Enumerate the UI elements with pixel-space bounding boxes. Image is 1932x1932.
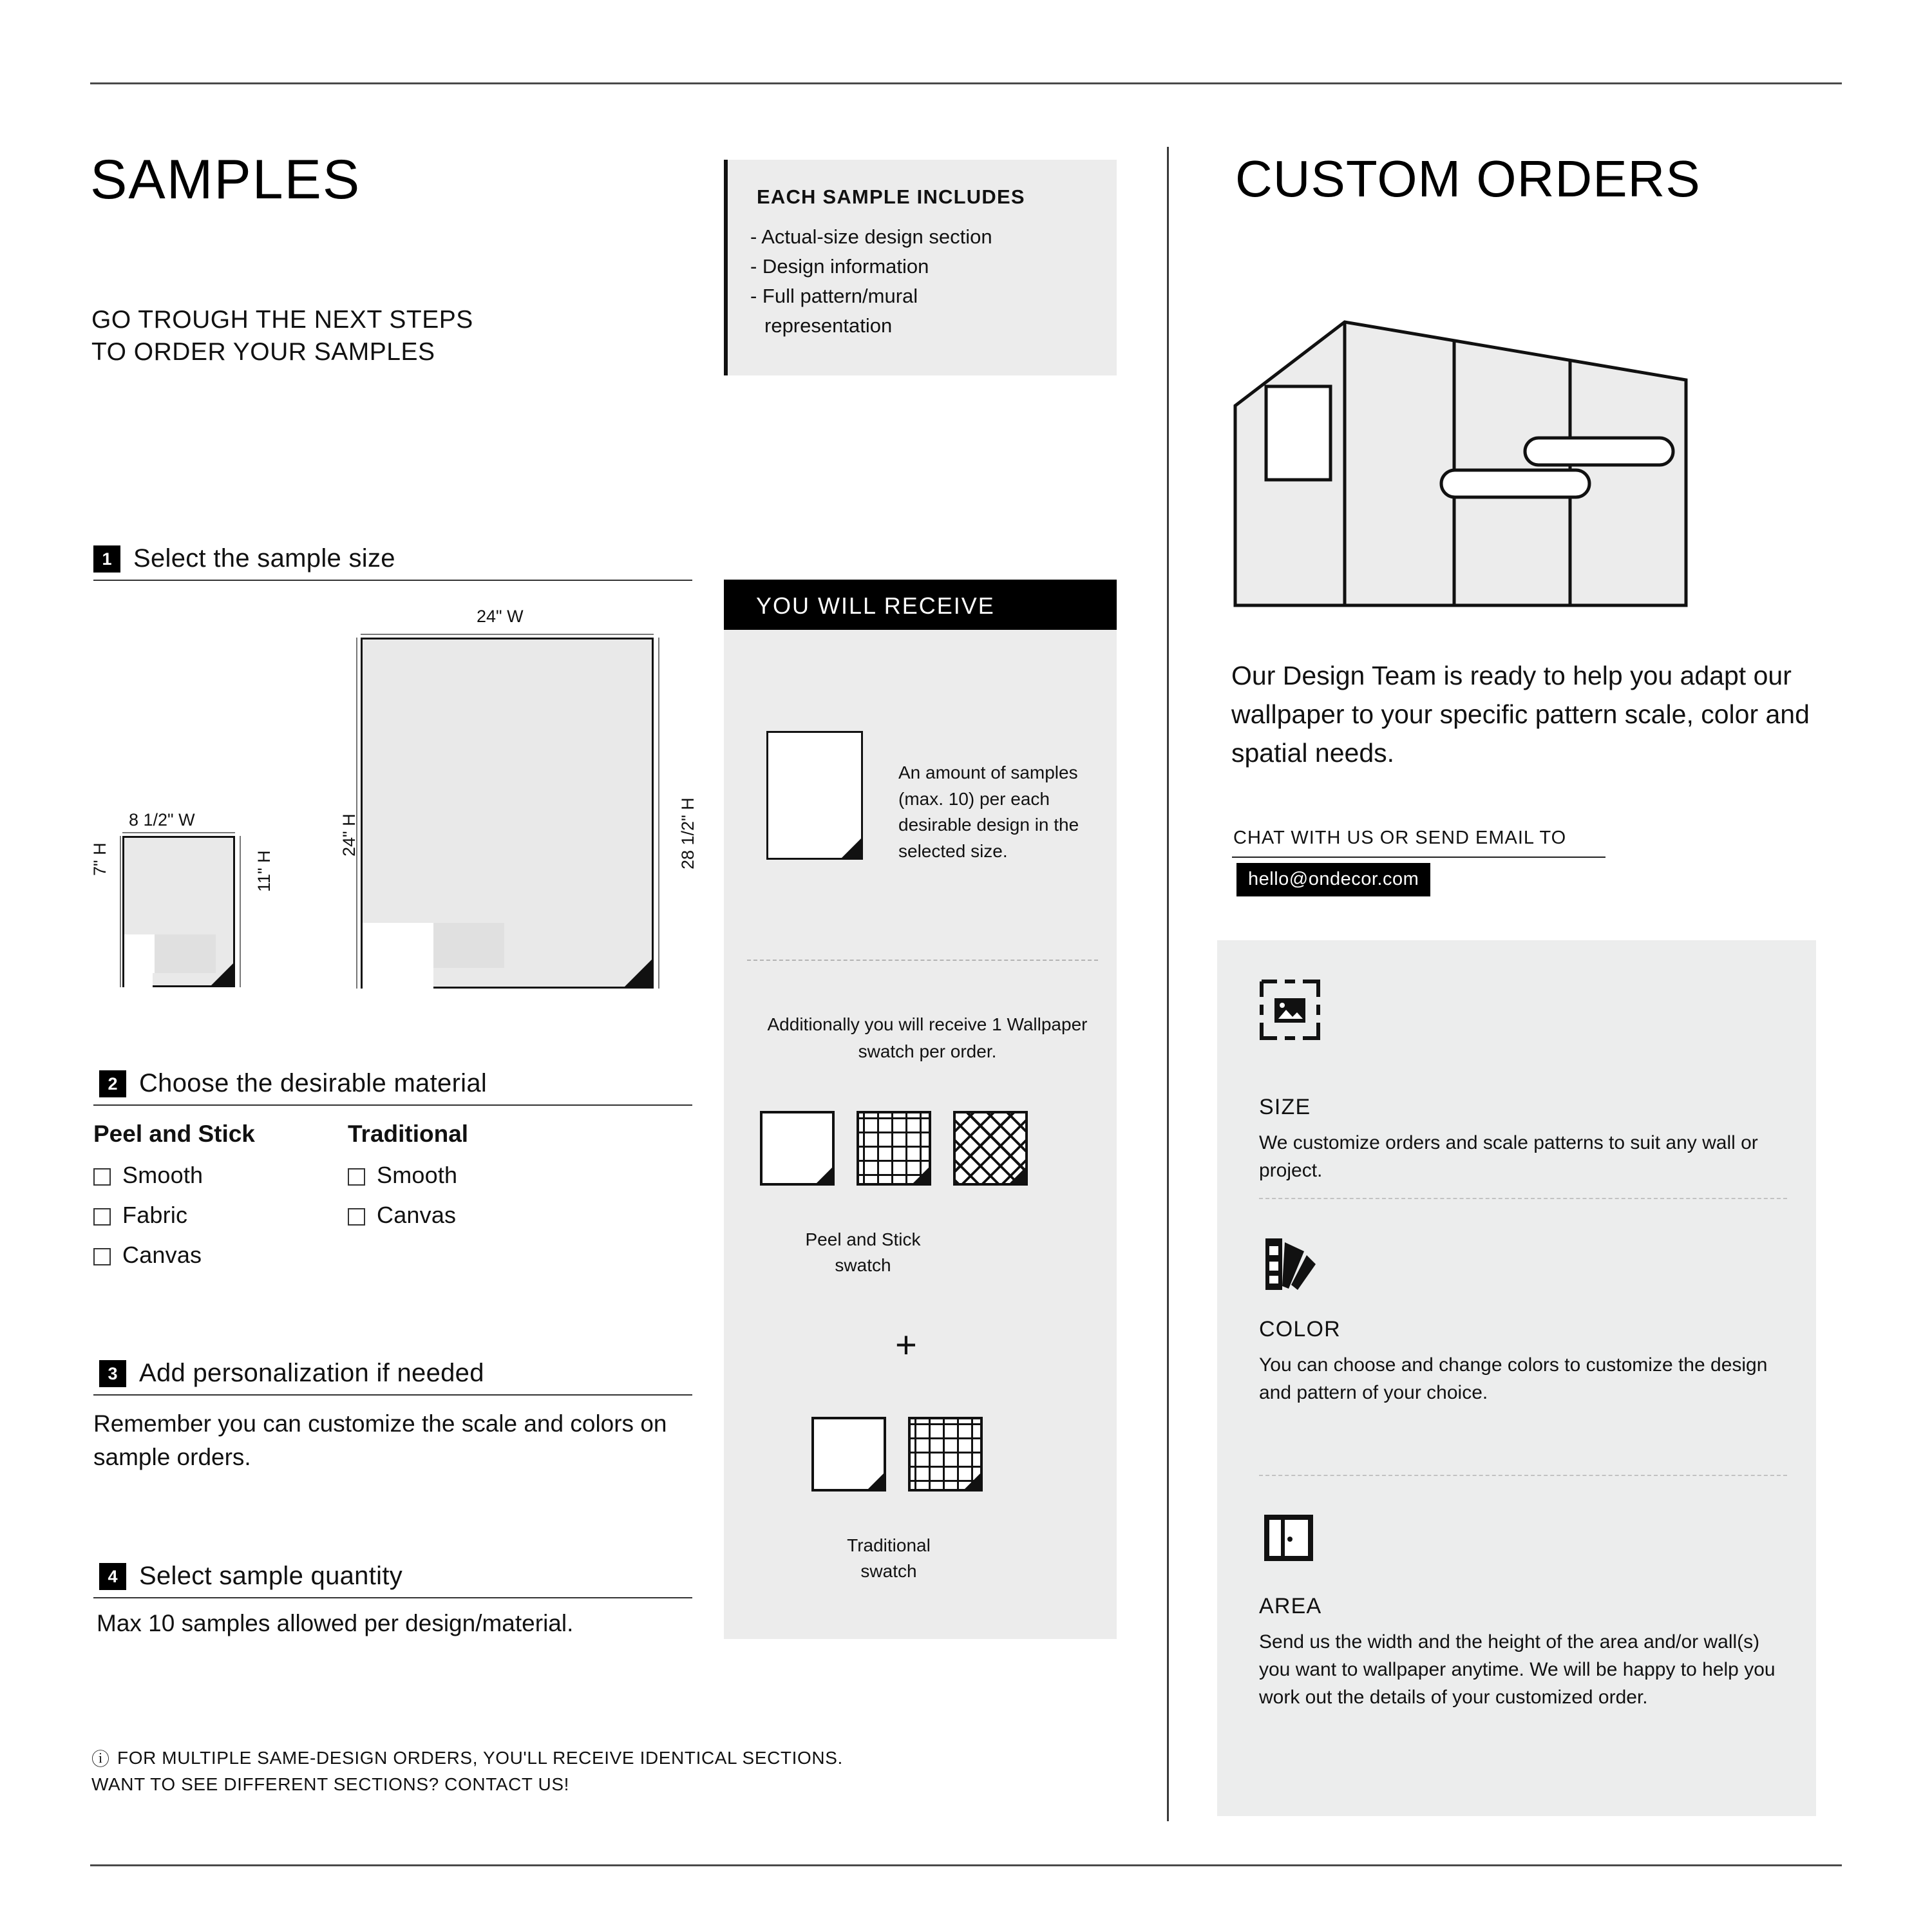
material-group-peel-and-stick xyxy=(93,1121,255,1282)
traditional-option-smooth-label: Smooth xyxy=(377,1162,458,1188)
you-will-receive-title: YOU WILL RECEIVE xyxy=(756,592,995,619)
feature-color xyxy=(1259,1317,1787,1406)
color-swatch-fan-icon xyxy=(1259,1233,1321,1298)
sample-sheet-icon xyxy=(766,731,863,860)
large-sample-height-right-label: 28 1/2" H xyxy=(678,797,697,869)
step-4-number: 4 xyxy=(99,1563,126,1590)
peel-option-fabric-label: Fabric xyxy=(122,1202,188,1228)
traditional-option-canvas[interactable] xyxy=(348,1202,468,1229)
each-sample-includes-list xyxy=(750,222,1098,341)
swatch-corner-fold xyxy=(913,1168,929,1183)
includes-item-1: - Design information xyxy=(750,254,929,278)
small-sample-height-right-label: 11" H xyxy=(254,850,274,892)
feature-area-title: AREA xyxy=(1259,1594,1322,1618)
small-sample-width-label: 8 1/2" W xyxy=(129,810,195,829)
info-icon: ⓘ xyxy=(91,1749,110,1769)
samples-subtitle-line1: GO TROUGH THE NEXT STEPS xyxy=(91,306,473,334)
small-sample-height-left-label: 7" H xyxy=(90,842,109,876)
page-title-samples: SAMPLES xyxy=(90,149,361,211)
includes-item-3: representation xyxy=(764,314,893,337)
peel-option-canvas[interactable] xyxy=(93,1242,255,1269)
traditional-option-canvas-label: Canvas xyxy=(377,1202,457,1228)
large-sample-preview xyxy=(361,638,654,989)
page-title-custom-orders: CUSTOM ORDERS xyxy=(1235,150,1701,207)
sample-sheet-corner-fold xyxy=(842,838,861,858)
peel-swatch-canvas xyxy=(953,1111,1028,1186)
peel-option-canvas-label: Canvas xyxy=(122,1242,202,1268)
small-sample-right-dimension-line xyxy=(240,836,241,987)
peel-option-smooth[interactable] xyxy=(93,1162,255,1189)
step-1-label: Select the sample size xyxy=(133,544,395,573)
step-1-header xyxy=(93,544,692,581)
each-sample-includes-title: EACH SAMPLE INCLUDES xyxy=(757,185,1025,208)
large-sample-white-block xyxy=(363,923,433,989)
checkbox-icon[interactable] xyxy=(93,1248,111,1265)
checkbox-icon[interactable] xyxy=(348,1208,365,1226)
step-1-number: 1 xyxy=(93,545,120,573)
peel-swatch-smooth xyxy=(760,1111,835,1186)
traditional-swatch-caption-line2: swatch xyxy=(860,1560,917,1581)
chat-underline xyxy=(1232,857,1605,858)
large-sample-right-dimension-line xyxy=(658,638,659,989)
feature-area xyxy=(1259,1594,1787,1712)
feature-size-body: We customize orders and scale patterns to suit any wall or project. xyxy=(1259,1132,1758,1182)
feature-size-title: SIZE xyxy=(1259,1095,1311,1119)
step-2-label: Choose the desirable material xyxy=(139,1069,488,1097)
small-sample-left-dimension-line xyxy=(120,836,121,987)
traditional-swatch-canvas xyxy=(908,1417,983,1492)
peel-and-stick-title: Peel and Stick xyxy=(93,1121,255,1147)
room-illustration-icon xyxy=(1229,316,1692,618)
small-sample-top-dimension-line xyxy=(122,832,235,833)
step-4-label: Select sample quantity xyxy=(139,1562,403,1590)
peel-swatch-caption xyxy=(766,1227,960,1278)
step-3-underline xyxy=(93,1394,692,1396)
includes-item-2: - Full pattern/mural xyxy=(750,284,918,307)
small-sample-info-block xyxy=(153,934,216,973)
small-sample-preview xyxy=(122,836,235,987)
samples-subtitle-line2: TO ORDER YOUR SAMPLES xyxy=(91,337,435,366)
step-3-label: Add personalization if needed xyxy=(139,1359,484,1387)
step-4-body: Max 10 samples allowed per design/material. xyxy=(97,1610,574,1636)
large-sample-info-block xyxy=(433,923,504,968)
footnote xyxy=(91,1745,851,1797)
large-sample-top-dimension-line xyxy=(361,634,654,635)
small-sample-white-block xyxy=(124,934,153,989)
traditional-swatch-caption-line1: Traditional xyxy=(847,1535,931,1555)
feature-color-body: You can choose and change colors to customize the design and pattern of your choice. xyxy=(1259,1354,1768,1404)
swatch-corner-fold xyxy=(817,1168,832,1183)
step-1-underline xyxy=(93,580,692,581)
bottom-divider xyxy=(90,1864,1842,1866)
additional-swatch-text: Additionally you will receive 1 Wallpaper swatch per order. xyxy=(767,1014,1088,1061)
peel-swatch-caption-line2: swatch xyxy=(835,1255,891,1275)
traditional-title: Traditional xyxy=(348,1121,469,1147)
checkbox-icon[interactable] xyxy=(93,1168,111,1186)
traditional-option-smooth[interactable] xyxy=(348,1162,468,1189)
you-will-receive-header xyxy=(724,580,1117,630)
plus-icon: + xyxy=(895,1324,917,1366)
checkbox-icon[interactable] xyxy=(93,1208,111,1226)
peel-swatch-caption-line1: Peel and Stick xyxy=(805,1229,921,1249)
swatch-corner-fold xyxy=(965,1473,980,1489)
sample-amount-text: An amount of samples (max. 10) per each desirable design in the selected size. xyxy=(898,762,1079,861)
feature-area-body: Send us the width and the height of the area and/or wall(s) you want to wallpaper anytime. We will be happy to help you work out the details of your customized order. xyxy=(1259,1631,1776,1709)
peel-option-fabric[interactable] xyxy=(93,1202,255,1229)
wall-panels-icon xyxy=(1259,1507,1321,1572)
step-2-number: 2 xyxy=(99,1070,126,1097)
material-group-traditional xyxy=(348,1121,468,1242)
swatch-corner-fold xyxy=(868,1473,884,1489)
step-3-number: 3 xyxy=(99,1360,126,1387)
footnote-text: FOR MULTIPLE SAME-DESIGN ORDERS, YOU'LL RECEIVE IDENTICAL SECTIONS. WANT TO SEE DIFFERENT SECTIONS? CONTACT US! xyxy=(91,1748,843,1794)
feature-separator-2 xyxy=(1259,1475,1787,1476)
swatch-corner-fold xyxy=(1010,1168,1025,1183)
large-sample-height-left-label: 24" H xyxy=(339,813,359,857)
each-sample-includes-accent-bar xyxy=(724,160,728,375)
receive-dashed-separator xyxy=(747,960,1098,961)
step-3-body: Remember you can customize the scale and colors on sample orders. xyxy=(93,1410,667,1470)
feature-color-title: COLOR xyxy=(1259,1317,1341,1341)
email-badge[interactable]: hello@ondecor.com xyxy=(1236,863,1430,896)
large-sample-corner-fold xyxy=(625,960,652,987)
step-2-header xyxy=(93,1069,692,1106)
large-sample-width-label: 24" W xyxy=(477,607,524,626)
top-divider xyxy=(90,82,1842,84)
step-2-underline xyxy=(93,1104,692,1106)
chat-label: CHAT WITH US OR SEND EMAIL TO xyxy=(1233,828,1567,848)
traditional-swatch-smooth xyxy=(811,1417,886,1492)
checkbox-icon[interactable] xyxy=(348,1168,365,1186)
includes-item-0: - Actual-size design section xyxy=(750,225,992,248)
peel-swatch-fabric xyxy=(857,1111,931,1186)
custom-orders-body: Our Design Team is ready to help you adapt our wallpaper to your specific pattern scale, color and spatial needs. xyxy=(1231,661,1810,768)
step-4-header xyxy=(93,1562,692,1598)
samples-subtitle xyxy=(91,304,473,368)
feature-separator-1 xyxy=(1259,1198,1787,1199)
feature-size xyxy=(1259,1095,1787,1184)
image-frame-icon xyxy=(1259,979,1321,1044)
step-3-header xyxy=(93,1359,692,1396)
small-sample-corner-fold xyxy=(211,963,233,985)
vertical-divider xyxy=(1167,147,1169,1821)
step-4-underline xyxy=(93,1597,692,1598)
peel-option-smooth-label: Smooth xyxy=(122,1162,204,1188)
traditional-swatch-caption xyxy=(792,1533,985,1584)
